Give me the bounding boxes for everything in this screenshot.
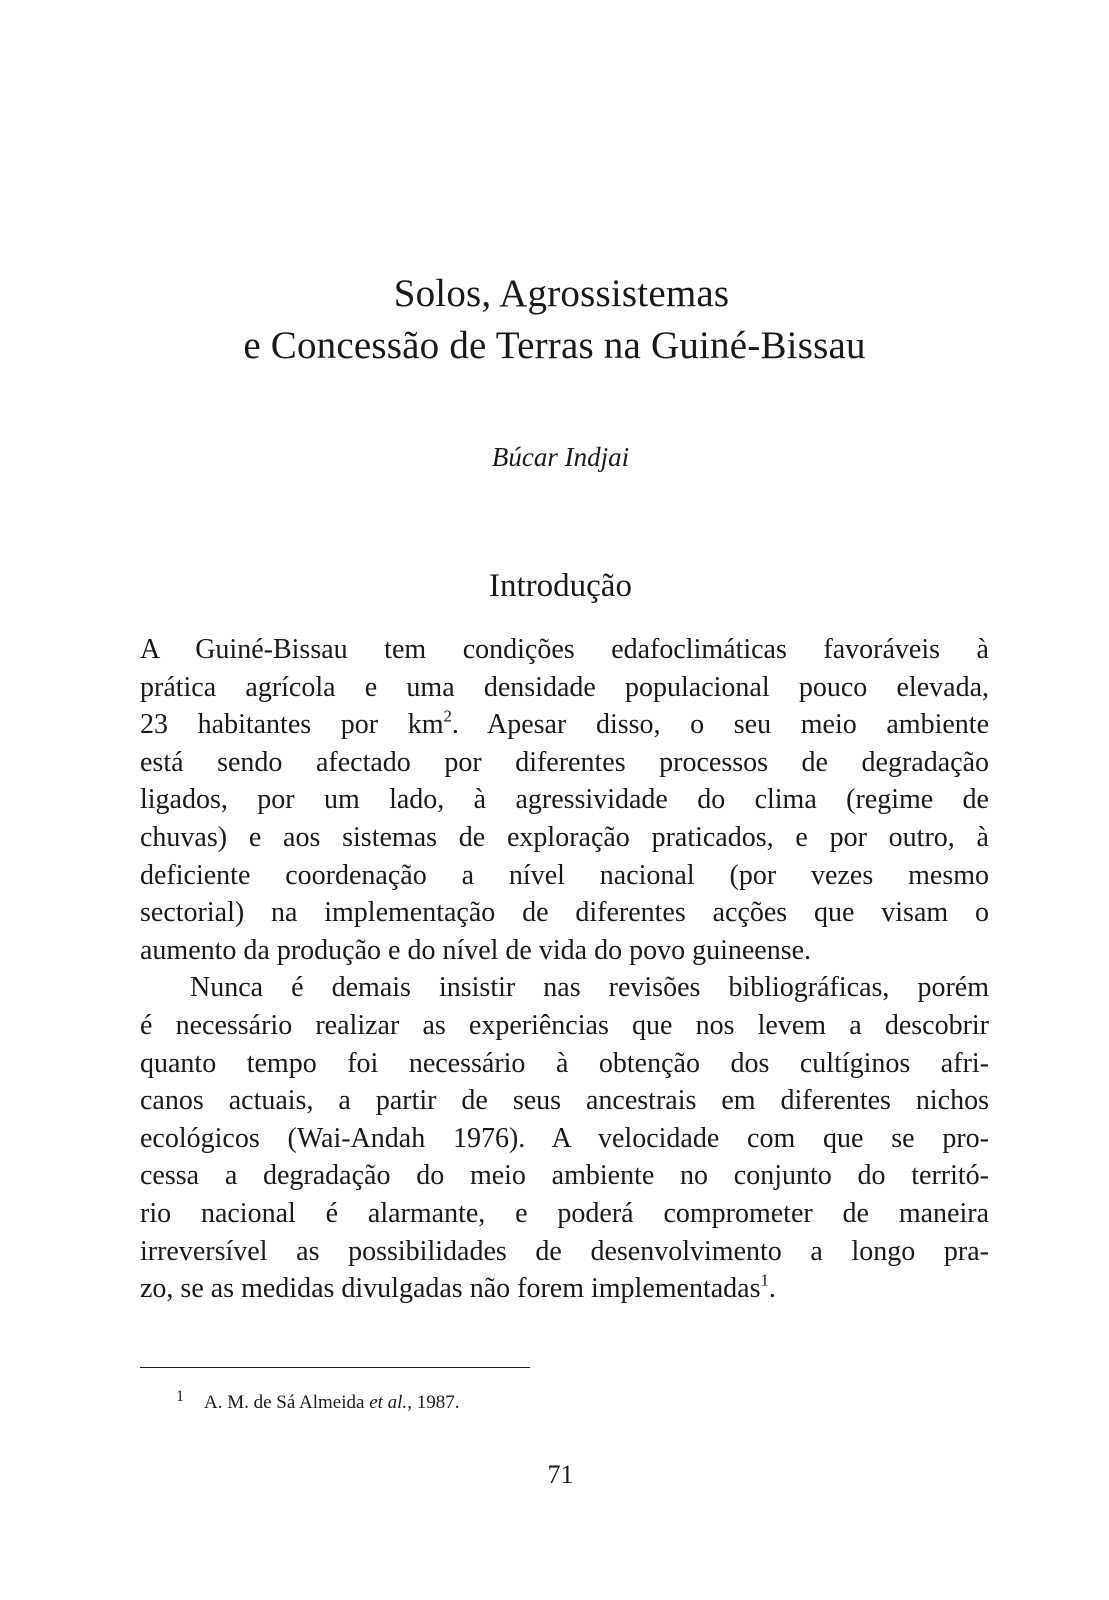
page-number: 71 (547, 1460, 574, 1489)
text-line: sectorial) na implementação de diferentes acções que visam o (140, 897, 989, 929)
text-fragment: . (768, 1273, 776, 1305)
text-line: prática agrícola e uma densidade populacional pouco elevada, (140, 671, 989, 703)
text-line: irreversível as possibilidades de desenvolvimento a longo pra- (140, 1235, 989, 1267)
text-line: Nunca é demais insistir nas revisões bibliográficas, porém (190, 972, 989, 1004)
paragraph-2 (140, 969, 989, 1307)
text-line: cessa a degradação do meio ambiente no conjunto do territó- (140, 1160, 989, 1192)
body-text (140, 631, 989, 1308)
author-name: Búcar Indjai (491, 442, 630, 472)
text-line: quanto tempo foi necessário à obtenção dos cultíginos afri- (140, 1047, 989, 1079)
text-line: aumento da produção e do nível de vida do povo guineense. (140, 934, 812, 966)
title-line-2: e Concessão de Terras na Guiné-Bissau (243, 324, 866, 367)
footnote-text: A. M. de Sá Almeida (204, 1392, 370, 1414)
text-line: está sendo afectado por diferentes processos de degradação (140, 746, 989, 778)
text-line: ecológicos (Wai-Andah 1976). A velocidade com que se pro- (140, 1122, 989, 1154)
text-line (140, 1270, 989, 1308)
text-fragment: . Apesar disso, o seu meio ambiente (451, 709, 989, 741)
text-fragment: zo, se as medidas divulgadas não forem implementadas (140, 1273, 761, 1305)
text-line: é necessário realizar as experiências que nos levem a descobrir (140, 1009, 989, 1041)
text-fragment: 23 habitantes por km (140, 709, 444, 741)
text-line (140, 706, 989, 744)
text-line: A Guiné-Bissau tem condições edafoclimáticas favoráveis à (140, 634, 989, 665)
text-line: rio nacional é alarmante, e poderá comprometer de maneira (140, 1197, 989, 1229)
footnote-italic: et al. (369, 1392, 408, 1414)
text-line: deficiente coordenação a nível nacional (por vezes mesmo (140, 859, 989, 891)
title-line-1: Solos, Agrossistemas (393, 272, 730, 315)
footnote (176, 1388, 459, 1414)
superscript: 2 (443, 706, 452, 726)
footnote-divider (140, 1367, 530, 1368)
footnote-reference: 1 (760, 1270, 769, 1290)
text-line: ligados, por um lado, à agressividade do clima (regime de (140, 784, 989, 816)
footnote-number: 1 (176, 1388, 184, 1405)
section-heading: Introdução (489, 568, 632, 604)
text-line: chuvas) e aos sistemas de exploração praticados, e por outro, à (140, 821, 989, 853)
footnote-text-end: , 1987. (407, 1392, 460, 1414)
article-title (0, 268, 1109, 372)
paragraph-1 (140, 631, 989, 969)
text-line: canos actuais, a partir de seus ancestrais em diferentes nichos (140, 1085, 989, 1117)
